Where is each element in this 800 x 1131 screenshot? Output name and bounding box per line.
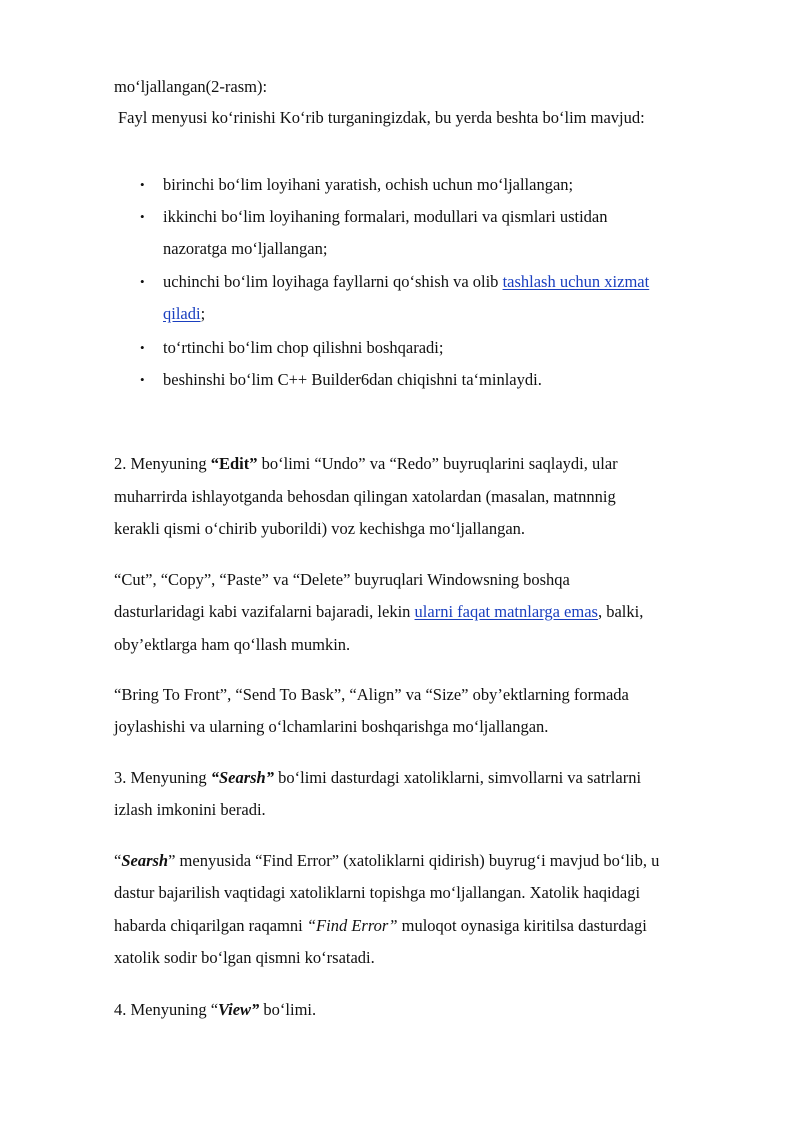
cut-paragraph-line-1 [114, 569, 570, 591]
find-paragraph-line-1 [114, 850, 659, 872]
bullet-icon: • [140, 340, 145, 355]
paragraph-text: “Bring To Front”, “Send To Bask”, “Align” va “Size” oby’ektlarning formada [114, 685, 629, 704]
intro-line-1 [114, 76, 267, 98]
bring-paragraph-line-2 [114, 716, 548, 738]
view-paragraph-line-1 [114, 999, 316, 1021]
find-paragraph-line-3 [114, 915, 647, 937]
paragraph-text: muloqot oynasiga kiritilsa dasturdagi [397, 916, 647, 935]
paragraph-text: 3. Menyuning [114, 768, 211, 787]
search-paragraph-line-2 [114, 799, 266, 821]
paragraph-text: muharrirda ishlayotganda behosdan qilingan xatolardan (masalan, matnnnig [114, 487, 616, 506]
bullet-icon: • [140, 177, 145, 192]
paragraph-text: xatolik sodir bo‘lgan qismni ko‘rsatadi. [114, 948, 375, 967]
paragraph-text: 2. Menyuning [114, 454, 211, 473]
list-item-continuation [163, 303, 205, 325]
edit-paragraph-line-3 [114, 518, 525, 540]
list-item-text: ; [200, 304, 206, 323]
list-item [163, 174, 573, 196]
dialog-name-find-error: “Find Error” [306, 916, 398, 935]
paragraph-text: bo‘limi. [259, 1000, 317, 1019]
paragraph-text: kerakli qismi o‘chirib yuborildi) voz kechishga mo‘ljallangan. [114, 519, 526, 538]
paragraph-text: dasturlaridagi kabi vazifalarni bajaradi, lekin [114, 602, 415, 621]
list-item-text: nazoratga mo‘ljallangan; [163, 239, 328, 258]
hyperlink[interactable]: tashlash uchun xizmat [502, 272, 650, 291]
cut-paragraph-line-3 [114, 634, 350, 656]
search-paragraph-line-1 [114, 767, 641, 789]
list-item-text: ikkinchi bo‘lim loyihaning formalari, modullari va qismlari ustidan [163, 207, 608, 226]
paragraph-text: 4. Menyuning “ [114, 1000, 219, 1019]
paragraph-text: bo‘limi dasturdagi xatoliklarni, simvollarni va satrlarni [274, 768, 642, 787]
intro-line-2 [118, 107, 645, 129]
intro-text-2: Fayl menyusi ko‘rinishi Ko‘rib turganingizdak, bu yerda beshta bo‘lim mavjud: [118, 108, 645, 127]
list-item-text: to‘rtinchi bo‘lim chop qilishni boshqaradi; [163, 338, 444, 357]
intro-text-1: mo‘ljallangan(2-rasm): [114, 77, 268, 96]
paragraph-text: ” menyusida “Find Error” (xatoliklarni qidirish) buyrug‘i mavjud bo‘lib, u [168, 851, 660, 870]
paragraph-text: dastur bajarilish vaqtidagi xatoliklarni topishga mo‘ljallangan. Xatolik haqidagi [114, 883, 641, 902]
menu-name-search-inline: Searsh [121, 851, 169, 870]
edit-paragraph-line-2 [114, 486, 616, 508]
hyperlink[interactable]: ularni faqat matnlarga emas [414, 602, 598, 621]
paragraph-text: oby’ektlarga ham qo‘llash mumkin. [114, 635, 351, 654]
list-item-text: uchinchi bo‘lim loyihaga fayllarni qo‘shish va olib [163, 272, 503, 291]
menu-name-view: View” [218, 1000, 260, 1019]
list-item [163, 206, 608, 228]
list-item-continuation [163, 238, 327, 260]
list-item [163, 271, 649, 293]
paragraph-text: habarda chiqarilgan raqamni [114, 916, 307, 935]
bring-paragraph-line-1 [114, 684, 629, 706]
cut-paragraph-line-2 [114, 601, 643, 623]
bullet-icon: • [140, 274, 145, 289]
paragraph-text: “ [114, 851, 122, 870]
hyperlink[interactable]: qiladi [163, 304, 201, 323]
list-item [163, 337, 443, 359]
paragraph-text: “Cut”, “Copy”, “Paste” va “Delete” buyruqlari Windowsning boshqa [114, 570, 570, 589]
list-item-text: beshinshi bo‘lim C++ Builder6dan chiqishni ta‘minlaydi. [163, 370, 542, 389]
list-item [163, 369, 542, 391]
list-item-text: birinchi bo‘lim loyihani yaratish, ochish uchun mo‘ljallangan; [163, 175, 574, 194]
edit-paragraph-line-1 [114, 453, 618, 475]
paragraph-text: joylashishi va ularning o‘lchamlarini boshqarishga mo‘ljallangan. [114, 717, 549, 736]
paragraph-text: izlash imkonini beradi. [114, 800, 266, 819]
bullet-icon: • [140, 209, 145, 224]
paragraph-text: , balki, [597, 602, 644, 621]
find-paragraph-line-4 [114, 947, 375, 969]
find-paragraph-line-2 [114, 882, 640, 904]
menu-name-edit: “Edit” [210, 454, 258, 473]
paragraph-text: bo‘limi “Undo” va “Redo” buyruqlarini saqlaydi, ular [257, 454, 618, 473]
bullet-icon: • [140, 372, 145, 387]
menu-name-search: “Searsh” [210, 768, 274, 787]
